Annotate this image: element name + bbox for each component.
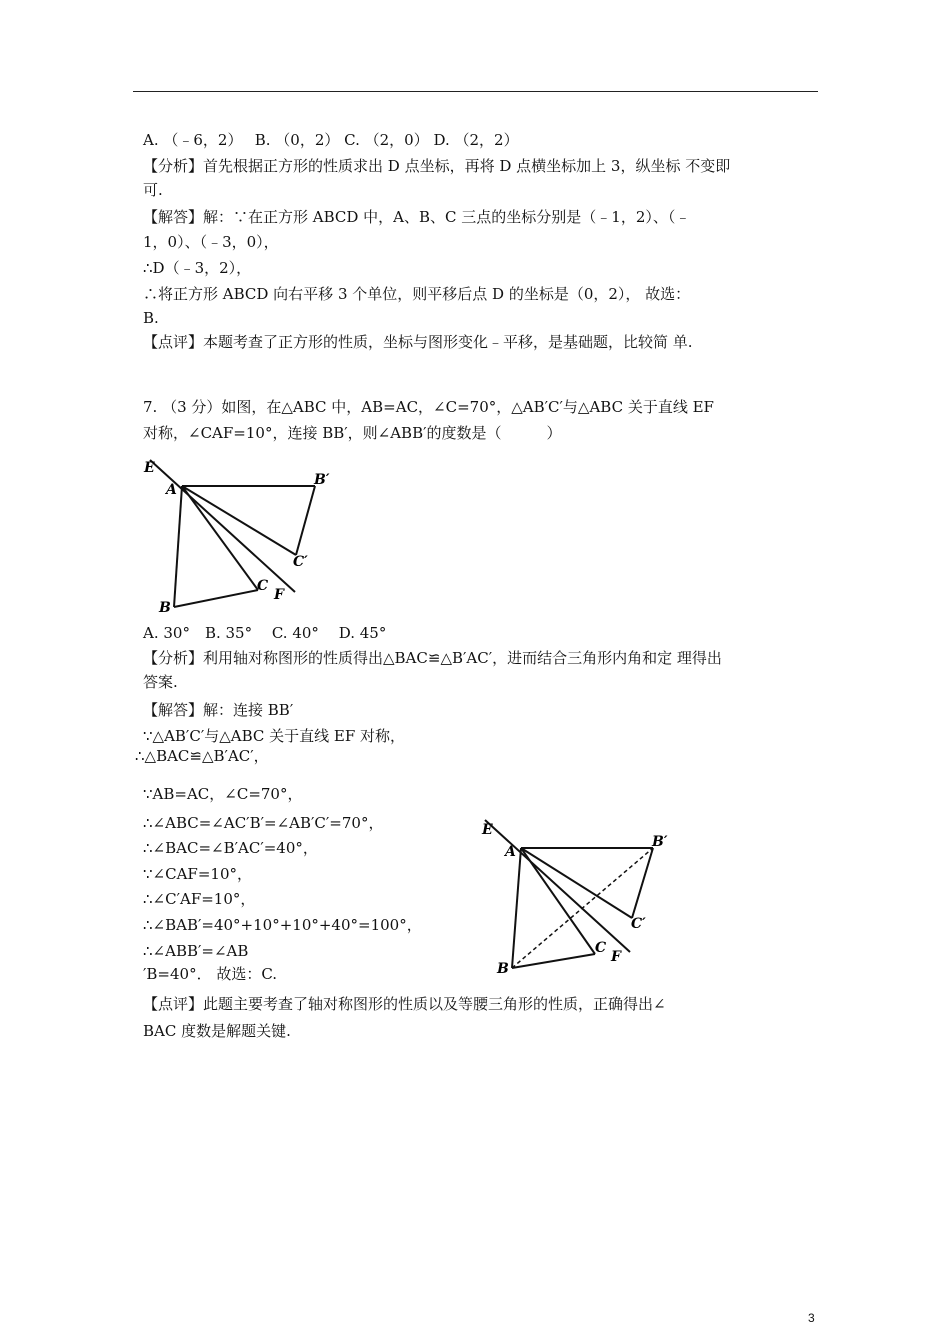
q7-stem-line: 7. （3 分）如图，在△ABC 中，AB=AC，∠C=70°，△AB′C′与△ABC 关于直线 EF (143, 398, 714, 416)
q7-step: ∵AB=AC，∠C=70°， (143, 785, 303, 803)
label-B: B (159, 600, 171, 616)
label-E: E (144, 460, 155, 476)
segment-AB (174, 486, 182, 607)
q7-step: ∴∠BAB′=40°+10°+10°+40°=100°， (143, 916, 422, 934)
q7-step: ∵∠CAF=10°， (143, 865, 252, 883)
q7-solution-line: ∴△BAC≌△B′AC′， (135, 747, 269, 765)
label-A: A (505, 844, 516, 860)
q7-step: ′B=40°． 故选：C. (143, 965, 278, 983)
q6-solution-line: 【解答】解：∵在正方形 ABCD 中，A、B、C 三点的坐标分别是（﹣1，2）、（﹣ (143, 208, 691, 226)
q7-step: ∴∠C′AF=10°， (143, 890, 256, 908)
q7-solution-line: ∵△AB′C′与△ABC 关于直线 EF 对称， (143, 727, 406, 745)
q6-solution-line: ∴D（﹣3，2）， (143, 259, 252, 277)
q6-options: A. （﹣6，2） B. （0，2） C. （2，0） D. （2，2） (143, 131, 519, 149)
line-EF (150, 460, 295, 592)
segment-BC (174, 590, 258, 607)
segment-AC1 (521, 848, 632, 918)
label-A: A (166, 482, 177, 498)
q7-stem-line: 对称，∠CAF=10°，连接 BB′，则∠ABB′的度数是（ ） (143, 424, 562, 442)
q7-figure (140, 452, 340, 617)
segment-BC (512, 954, 595, 968)
q7-comment-line: BAC 度数是解题关键. (143, 1022, 291, 1040)
q6-solution-line: 1，0）、（﹣3，0）， (143, 233, 279, 251)
q6-solution-line: ∴将正方形 ABCD 向右平移 3 个单位，则平移后点 D 的坐标是（0，2）， 故选： (143, 285, 691, 303)
label-B1: B′ (314, 472, 330, 488)
q6-analysis-line: 可. (143, 181, 163, 199)
q7-step: ∴∠ABC=∠AC′B′=∠AB′C′=70°， (143, 814, 384, 832)
header-rule (133, 91, 818, 92)
label-C: C (595, 940, 607, 956)
segment-AB (512, 848, 521, 968)
label-F: F (611, 949, 621, 965)
label-F: F (274, 587, 284, 603)
segment-AC (182, 486, 258, 590)
q7-analysis-line: 答案. (143, 673, 178, 691)
q7-analysis-line: 【分析】利用轴对称图形的性质得出△BAC≌△B′AC′，进而结合三角形内角和定 理得出 (143, 649, 722, 667)
segment-AC1 (182, 486, 296, 555)
q7-options: A. 30° B. 35° C. 40° D. 45° (143, 624, 387, 642)
q7-step: ∴∠BAC=∠B′AC′=40°， (143, 839, 318, 857)
q6-analysis-line: 【分析】首先根据正方形的性质求出 D 点坐标，再将 D 点横坐标加上 3，纵坐标 不变即 (143, 157, 731, 175)
q7-comment-line: 【点评】此题主要考查了轴对称图形的性质以及等腰三角形的性质，正确得出∠ (143, 995, 666, 1013)
q6-solution-line: B. (143, 309, 159, 327)
segment-B1C1 (632, 848, 653, 918)
q6-comment: 【点评】本题考查了正方形的性质，坐标与图形变化﹣平移，是基础题，比较简 单. (143, 333, 693, 351)
label-B: B (497, 961, 509, 977)
segment-B1C1 (296, 486, 315, 555)
page-number: 3 (808, 1311, 815, 1325)
label-C1: C′ (631, 916, 646, 932)
label-C1: C′ (293, 554, 308, 570)
label-C: C (257, 578, 269, 594)
segment-AC (521, 848, 595, 954)
label-E: E (482, 822, 493, 838)
q7-solution-figure (475, 812, 675, 977)
q7-step: ∴∠ABB′=∠AB (143, 942, 249, 960)
q7-solution-line: 【解答】解：连接 BB′ (143, 701, 294, 719)
label-B1: B′ (652, 834, 668, 850)
